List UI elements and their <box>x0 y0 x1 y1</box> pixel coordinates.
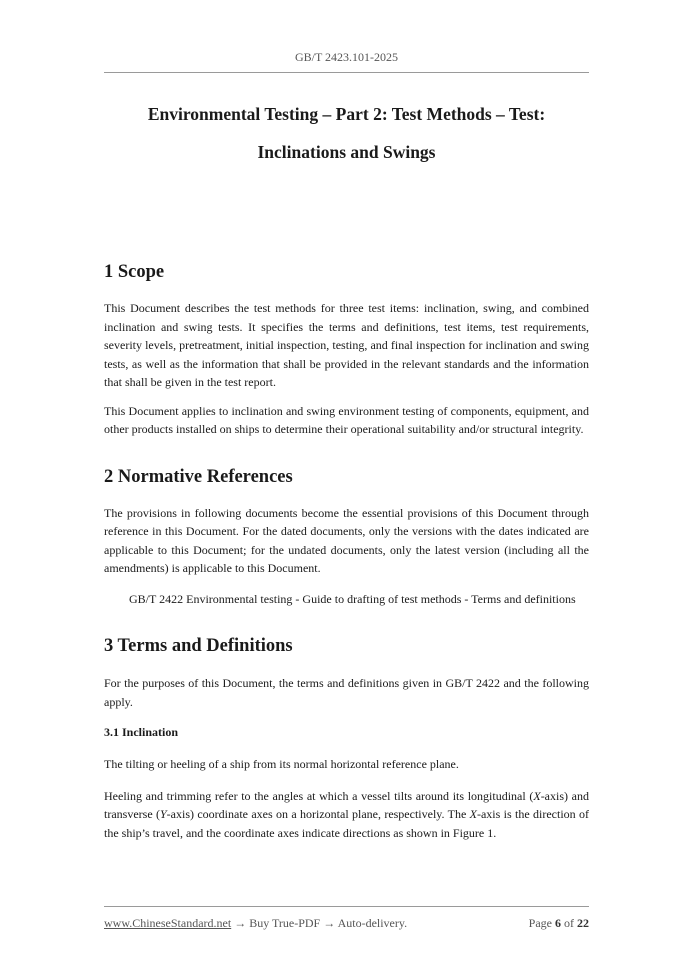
page-number <box>529 916 589 931</box>
x-axis-symbol: X <box>533 788 541 803</box>
x-axis-symbol-2: X <box>469 807 477 821</box>
inclination-definition: The tilting or heeling of a ship from its normal horizontal reference plane. <box>104 757 459 771</box>
page-footer <box>104 916 589 931</box>
website-link[interactable]: www.ChineseStandard.net <box>104 916 232 930</box>
section-heading-normative-references: 2 Normative References <box>104 466 293 487</box>
page-of-label: of <box>564 916 574 930</box>
footer-divider <box>104 906 589 907</box>
document-title <box>104 100 589 166</box>
terms-paragraph-1: For the purposes of this Document, the terms and definitions given in GB/T 2422 and the following apply. <box>104 676 589 709</box>
scope-paragraph-1: This Document describes the test methods for three test items: inclination, swing, and combined inclination and swing tests. It specifies the terms and definitions, test items, test requirements, severity levels, pretreatment, initial inspection, testing, and final inspection for inclination and swing tests, as well as the information that shall be provided in the relevant standards and the information that shall be given in the test report. <box>104 301 589 389</box>
document-title-line2: Inclinations and Swings <box>257 142 436 162</box>
page-current: 6 <box>555 916 561 930</box>
inclination-text-b: -axis) and transverse ( <box>104 788 589 821</box>
page-content <box>104 100 589 842</box>
scope-paragraph-2: This Document applies to inclination and swing environment testing of components, equipment, and other products installed on ships to determine their operational suitability and/or structural integrity. <box>104 403 589 436</box>
subsection-heading-inclination: 3.1 Inclination <box>104 725 179 739</box>
document-title-line1: Environmental Testing – Part 2: Test Methods – Test: <box>147 104 546 124</box>
inclination-text-a: Heeling and trimming refer to the angles at which a vessel tilts around its longitudinal ( <box>104 788 534 803</box>
inclination-text-d: -axis is the direction of the ship’s travel, and the coordinate axes indicate directions as shown in Figure 1. <box>104 807 589 840</box>
section-heading-terms: 3 Terms and Definitions <box>104 636 293 656</box>
page-header: GB/T 2423.101-2025 <box>294 50 399 64</box>
normative-reference-item: GB/T 2422 Environmental testing - Guide to drafting of test methods - Terms and definitions <box>129 591 576 606</box>
normative-paragraph-1: The provisions in following documents become the essential provisions of this Document through reference in this Document. For the dated documents, only the versions with the dates indicated are applicable to this Document; for the undated documents, only the latest version (including all the amendments) is applicable to this Document. <box>104 505 589 575</box>
footer-tagline: → Buy True-PDF → Auto-delivery. <box>231 916 408 930</box>
page-total: 22 <box>577 916 589 930</box>
y-axis-symbol: Y <box>159 807 167 821</box>
page-label: Page <box>528 916 552 930</box>
inclination-paragraph <box>104 787 589 843</box>
footer-left <box>104 916 407 931</box>
inclination-text-c: -axis) coordinate axes on a horizontal plane, respectively. The <box>166 807 470 821</box>
header-divider <box>104 72 589 73</box>
section-heading-scope: 1 Scope <box>104 262 165 282</box>
